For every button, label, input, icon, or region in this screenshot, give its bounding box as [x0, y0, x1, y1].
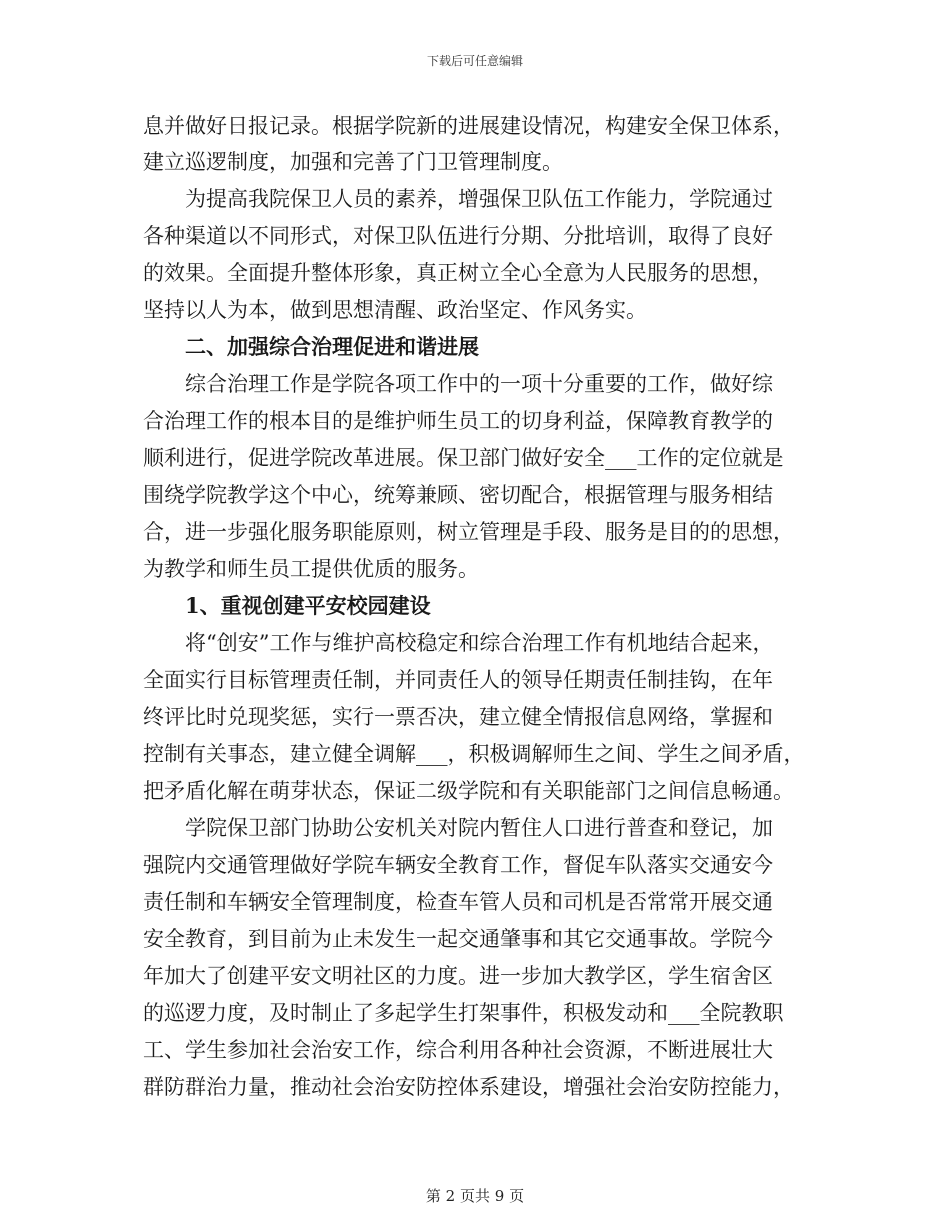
text-line: 建立巡逻制度，加强和完善了门卫管理制度。: [143, 150, 563, 174]
text-line: 群防群治力量，推动社会治安防控体系建设，增强社会治安防控能力，: [143, 1075, 794, 1099]
page-header: 下载后可任意编辑: [426, 54, 523, 68]
text-line: 控制有关事态，建立健全调解___，积极调解师生之间、学生之间矛盾，: [143, 742, 805, 766]
text-line: 年加大了创建平安文明社区的力度。进一步加大教学区，学生宿舍区: [143, 964, 773, 988]
text-line: 把矛盾化解在萌芽状态，保证二级学院和有关职能部门之间信息畅通。: [143, 779, 794, 803]
paragraph-start-line: 为提高我院保卫人员的素养，增强保卫队伍工作能力，学院通过: [185, 187, 773, 211]
subsection-heading: 1、重视创建平安校园建设: [185, 593, 431, 618]
paragraph-start-line: 将“创安”工作与维护高校稳定和综合治理工作有机地结合起来，: [185, 631, 774, 655]
paragraph-start-line: 综合治理工作是学院各项工作中的一项十分重要的工作，做好综: [185, 372, 773, 396]
text-line: 合，进一步强化服务职能原则，树立管理是手段、服务是目的的思想，: [143, 520, 794, 544]
paragraph-start-line: 学院保卫部门协助公安机关对院内暂住人口进行普查和登记，加: [185, 816, 773, 840]
text-line: 的效果。全面提升整体形象，真正树立全心全意为人民服务的思想，: [143, 261, 773, 285]
text-line: 工、学生参加社会治安工作，综合利用各种社会资源，不断进展壮大: [143, 1038, 773, 1062]
text-line: 围绕学院教学这个中心，统筹兼顾、密切配合，根据管理与服务相结: [143, 483, 773, 507]
text-line: 为教学和师生员工提供优质的服务。: [143, 557, 479, 581]
page-footer: 第 2 页共 9 页: [425, 1187, 525, 1205]
text-line: 坚持以人为本，做到思想清醒、政治坚定、作风务实。: [143, 298, 647, 322]
text-line: 责任制和车辆安全管理制度，检查车管人员和司机是否常常开展交通: [143, 890, 773, 914]
text-line: 强院内交通管理做好学院车辆安全教育工作，督促车队落实交通安今: [143, 853, 773, 877]
text-line: 顺利进行，促进学院改革进展。保卫部门做好安全___工作的定位就是: [143, 446, 784, 470]
text-line: 的巡逻力度，及时制止了多起学生打架事件，积极发动和___全院教职: [143, 1001, 784, 1025]
section-heading: 二、加强综合治理促进和谐进展: [185, 334, 479, 359]
text-line: 合治理工作的根本目的是维护师生员工的切身利益，保障教育教学的: [143, 409, 773, 433]
text-line: 各种渠道以不同形式，对保卫队伍进行分期、分批培训，取得了良好: [143, 224, 773, 248]
text-line: 终评比时兑现奖惩，实行一票否决，建立健全情报信息网络，掌握和: [143, 705, 773, 729]
text-line: 息并做好日报记录。根据学院新的进展建设情况，构建安全保卫体系，: [143, 114, 794, 138]
text-line: 安全教育，到目前为止未发生一起交通肇事和其它交通事故。学院今: [143, 927, 773, 951]
text-line: 全面实行目标管理责任制，并同责任人的领导任期责任制挂钩，在年: [143, 668, 773, 692]
